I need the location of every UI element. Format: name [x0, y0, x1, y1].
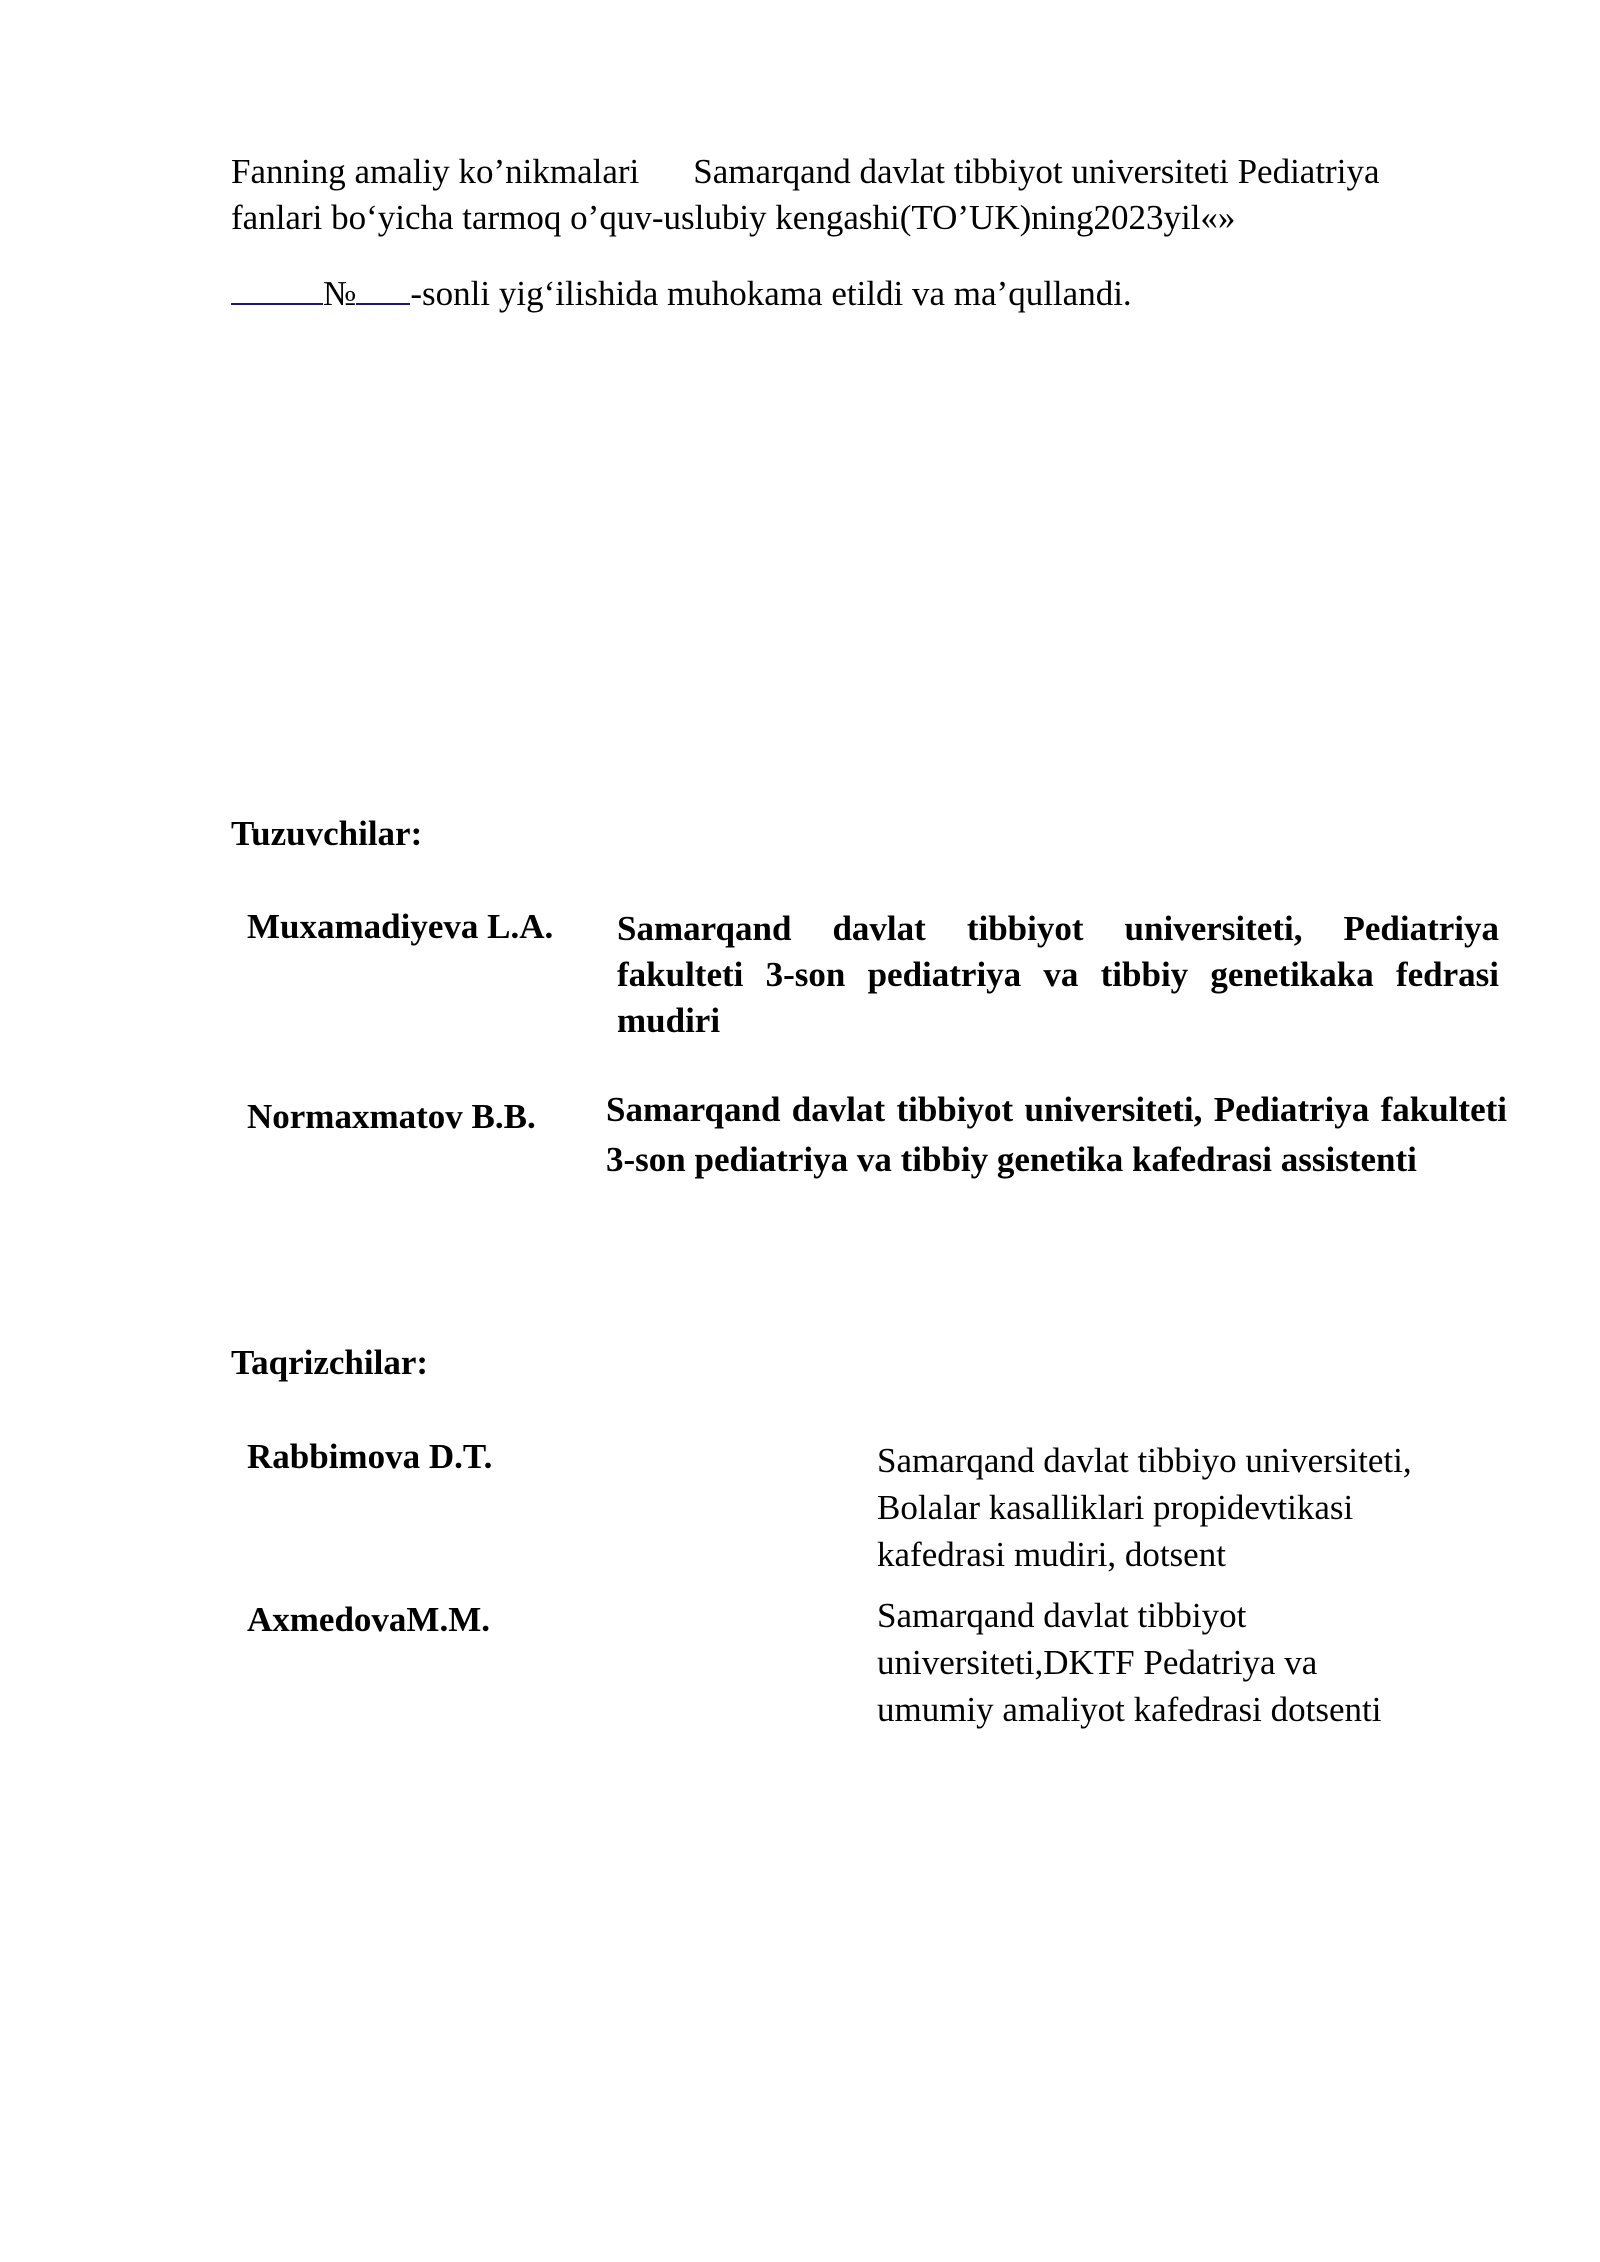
reviewer-affiliation-line: Bolalar kasalliklari propidevtikasi — [877, 1488, 1354, 1527]
reviewer-affiliation — [877, 1437, 1477, 1578]
reviewers-title: Taqrizchilar: — [231, 1343, 429, 1382]
author-name: Normaxmatov B.B. — [247, 1097, 536, 1136]
author-affiliation: Samarqand davlat tibbiyot universiteti, Pediatriya fakulteti 3-son pediatriya va tibbiy genetikaka fedrasi mudiri — [617, 909, 1499, 1040]
reviewer-affiliation-line: Samarqand davlat tibbiyot — [877, 1596, 1247, 1635]
number-sign: № — [323, 274, 357, 313]
subject-label: Fanning amaliy ko’nikmalari — [231, 152, 640, 191]
authors-title: Tuzuvchilar: — [231, 814, 423, 853]
date-blank — [231, 271, 323, 305]
reviewer-affiliation-line: universiteti,DKTF Pedatriya va — [877, 1643, 1318, 1682]
reviewer-name: AxmedovaM.M. — [247, 1600, 491, 1639]
reviewer-affiliation — [877, 1592, 1477, 1733]
author-name: Muxamadiyeva L.A. — [247, 907, 554, 946]
author-affiliation: Samarqand davlat tibbiyot universiteti, Pediatriya fakulteti 3-son pediatriya va tibbiy genetika kafedrasi assistenti — [606, 1090, 1507, 1179]
intro-line-1 — [231, 149, 1379, 195]
protocol-number-blank — [356, 271, 410, 305]
intro-line-3 — [231, 271, 1132, 317]
reviewer-affiliation-line: umumiy amaliyot kafedrasi dotsenti — [877, 1690, 1382, 1729]
university-text: Samarqand davlat tibbiyot universiteti Pediatriya — [693, 152, 1380, 191]
reviewer-name: Rabbimova D.T. — [247, 1437, 493, 1476]
approval-text: -sonli yig‘ilishida muhokama etildi va ma’qullandi. — [410, 274, 1132, 313]
reviewer-affiliation-line: kafedrasi mudiri, dotsent — [877, 1535, 1226, 1574]
intro-line-2: fanlari bo‘yicha tarmoq o’quv-uslubiy kengashi(TO’UK)ning2023yil«» — [231, 198, 1236, 237]
reviewer-affiliation-line: Samarqand davlat tibbiyo universiteti, — [877, 1441, 1412, 1480]
